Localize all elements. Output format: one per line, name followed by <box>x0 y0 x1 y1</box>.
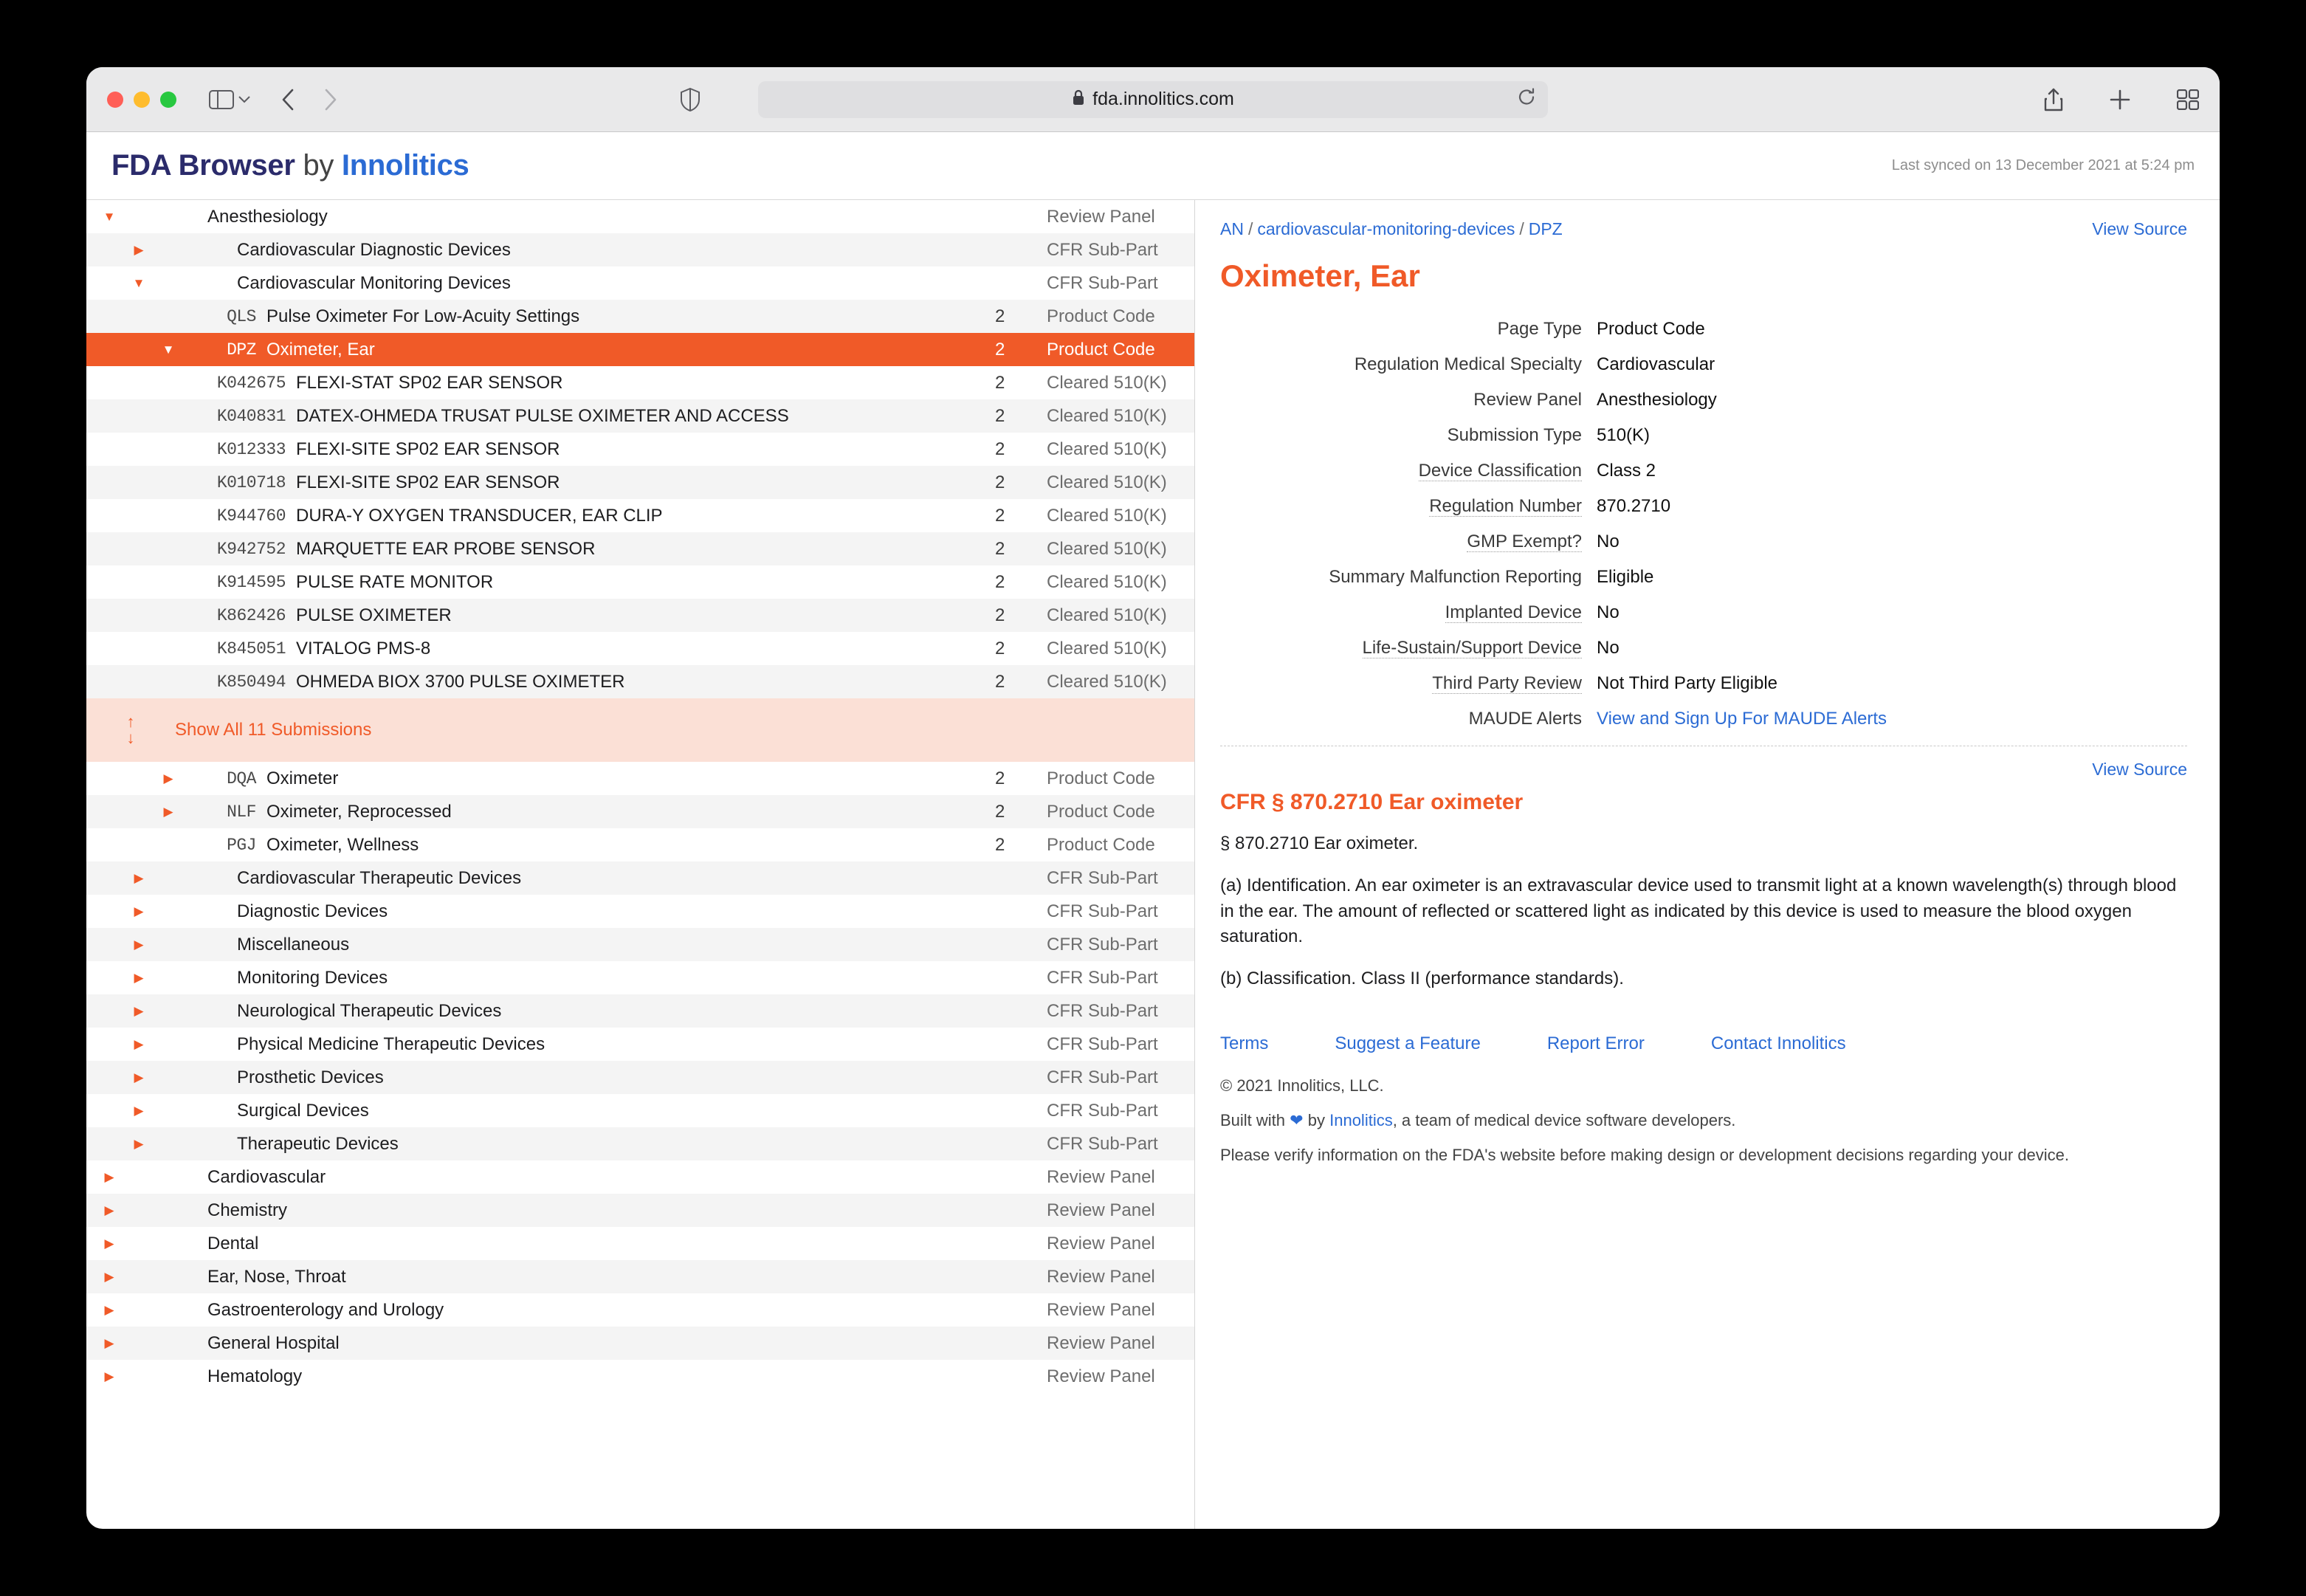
share-icon[interactable] <box>2044 88 2063 111</box>
disclosure-triangle-icon[interactable]: ▶ <box>134 242 144 257</box>
cfr-paragraph: (b) Classification. Class II (performance standards). <box>1220 969 1624 989</box>
disclosure-triangle-icon[interactable]: ▶ <box>104 1369 114 1383</box>
breadcrumb[interactable]: AN / cardiovascular-monitoring-devices / DPZ <box>1220 219 1563 238</box>
view-source-link-2[interactable]: View Source <box>2092 760 2187 779</box>
tree-row-code: K862426 <box>216 605 286 625</box>
show-all-submissions-button[interactable] <box>86 698 1194 762</box>
maximize-window-button[interactable] <box>160 92 176 108</box>
tree-row[interactable] <box>86 233 1194 266</box>
tree-row-class: 2 <box>995 834 1005 855</box>
tree-row-kind: CFR Sub-Part <box>1047 1067 1158 1087</box>
navigation-arrows[interactable] <box>281 89 337 111</box>
disclosure-triangle-icon[interactable]: ▼ <box>103 209 116 224</box>
tree-row[interactable] <box>86 762 1194 795</box>
tree-row[interactable] <box>86 961 1194 994</box>
tree-row-kind: CFR Sub-Part <box>1047 867 1158 888</box>
tree-row-name: Cardiovascular Diagnostic Devices <box>237 239 511 260</box>
property-value: Anesthesiology <box>1597 390 1717 410</box>
disclosure-triangle-icon[interactable]: ▶ <box>134 1036 144 1051</box>
sidebar-icon <box>209 90 234 109</box>
disclosure-triangle-icon[interactable]: ▶ <box>163 771 173 785</box>
tree-row-kind: CFR Sub-Part <box>1047 239 1158 260</box>
tree-row[interactable] <box>86 828 1194 861</box>
property-row <box>1220 319 2187 340</box>
tree-row[interactable] <box>86 928 1194 961</box>
tree-row-kind: Review Panel <box>1047 1266 1155 1287</box>
tree-row-name: Anesthesiology <box>207 206 328 227</box>
tree-row-name: Miscellaneous <box>237 934 350 954</box>
property-value: Eligible <box>1597 567 1654 587</box>
tree-row-kind: Product Code <box>1047 768 1155 788</box>
tree-row[interactable] <box>86 1194 1194 1227</box>
brand-company[interactable]: Innolitics <box>341 149 469 182</box>
tree-row[interactable] <box>86 466 1194 499</box>
tree-row-class: 2 <box>995 671 1005 692</box>
tree-row-kind: CFR Sub-Part <box>1047 901 1158 921</box>
tree-row-code: K914595 <box>216 572 286 592</box>
toolbar-right[interactable] <box>2044 88 2199 111</box>
property-row <box>1220 425 2187 446</box>
tree-row-name: Dental <box>207 1233 259 1253</box>
tree-row-class: 2 <box>995 538 1005 559</box>
disclosure-triangle-icon[interactable]: ▶ <box>134 1136 144 1151</box>
property-label: Submission Type <box>1447 425 1582 445</box>
disclosure-triangle-icon[interactable]: ▶ <box>104 1203 114 1217</box>
tree-row-name: PULSE OXIMETER <box>296 605 452 625</box>
disclosure-triangle-icon[interactable]: ▶ <box>134 1103 144 1118</box>
property-value: Class 2 <box>1597 461 1656 481</box>
page-header <box>86 132 2220 200</box>
tree-row-kind: CFR Sub-Part <box>1047 967 1158 988</box>
chevron-down-icon <box>238 96 250 103</box>
view-source-link[interactable]: View Source <box>2092 219 2187 238</box>
tree-row-kind: Review Panel <box>1047 1332 1155 1353</box>
tree-row-name: Hematology <box>207 1366 303 1386</box>
tree-row-name: Chemistry <box>207 1200 288 1220</box>
tree-row[interactable] <box>86 599 1194 632</box>
tree-row-name: Monitoring Devices <box>237 967 388 988</box>
copyright-text: © 2021 Innolitics, LLC. <box>1220 1076 1384 1095</box>
tree-row[interactable] <box>86 266 1194 300</box>
property-label: Review Panel <box>1473 390 1582 410</box>
property-value: Cardiovascular <box>1597 354 1715 374</box>
tree-row-name: Prosthetic Devices <box>237 1067 384 1087</box>
property-value[interactable]: View and Sign Up For MAUDE Alerts <box>1597 709 1887 729</box>
cfr-heading: CFR § 870.2710 Ear oximeter <box>1220 790 1524 814</box>
disclosure-triangle-icon[interactable]: ▶ <box>104 1302 114 1317</box>
property-label: Page Type <box>1497 319 1582 339</box>
property-label[interactable]: Regulation Number <box>1429 496 1582 516</box>
tree-row-code: K010718 <box>216 472 286 492</box>
property-value: Product Code <box>1597 319 1705 339</box>
tree-row-name: General Hospital <box>207 1332 340 1353</box>
tree-row[interactable] <box>86 1260 1194 1293</box>
property-row <box>1220 461 2187 481</box>
heart-icon: ❤ <box>1290 1110 1304 1129</box>
tree-row[interactable] <box>86 895 1194 928</box>
tree-row-code: DPZ <box>227 340 256 360</box>
property-value: 510(K) <box>1597 425 1651 445</box>
tree-row-name: Oximeter, Ear <box>266 339 375 360</box>
property-label: Regulation Medical Specialty <box>1354 354 1582 374</box>
forward-arrow-icon[interactable] <box>324 89 337 111</box>
property-list <box>1220 319 2187 729</box>
reload-icon[interactable] <box>1517 87 1536 111</box>
tab-overview-icon[interactable] <box>2177 89 2199 110</box>
disclosure-triangle-icon[interactable]: ▼ <box>162 342 175 357</box>
tree-row[interactable] <box>86 433 1194 466</box>
cfr-text <box>1220 831 2187 992</box>
tree-row-kind: Cleared 510(K) <box>1047 671 1167 692</box>
tree-row-kind: CFR Sub-Part <box>1047 1100 1158 1121</box>
show-all-submissions-label: Show All 11 Submissions <box>175 720 372 740</box>
tree-row-name: Gastroenterology and Urology <box>207 1299 444 1320</box>
tree-row-name: Oximeter, Wellness <box>266 834 419 855</box>
disclosure-triangle-icon[interactable]: ▶ <box>163 804 173 819</box>
built-with-post: , a team of medical device software developers. <box>1392 1110 1736 1129</box>
property-value: No <box>1597 602 1620 622</box>
tree-row[interactable] <box>86 200 1194 233</box>
detail-title: Oximeter, Ear <box>1220 258 1420 293</box>
footer-link[interactable]: Report Error <box>1546 1033 1645 1053</box>
tree-row[interactable] <box>86 1327 1194 1360</box>
tree-row[interactable] <box>86 499 1194 532</box>
device-tree[interactable] <box>86 200 1195 1529</box>
page-title <box>111 149 469 182</box>
tree-row-class: 2 <box>995 801 1005 822</box>
expand-arrows-icon: ↑ ↓ <box>126 712 135 747</box>
property-label[interactable]: Implanted Device <box>1445 602 1582 622</box>
tree-row-class: 2 <box>995 372 1005 393</box>
footer-link[interactable]: Terms <box>1220 1033 1269 1053</box>
tree-row-kind: Review Panel <box>1047 1299 1155 1320</box>
browser-titlebar <box>86 67 2220 132</box>
tree-row-name: OHMEDA BIOX 3700 PULSE OXIMETER <box>296 671 625 692</box>
minimize-window-button[interactable] <box>134 92 150 108</box>
tree-row-name: Cardiovascular Monitoring Devices <box>237 272 511 293</box>
tree-row-class: 2 <box>995 472 1005 492</box>
lock-icon <box>1072 89 1085 110</box>
disclosure-triangle-icon[interactable]: ▶ <box>134 1003 144 1018</box>
tree-row-kind: CFR Sub-Part <box>1047 1033 1158 1054</box>
address-bar-container[interactable] <box>758 81 1548 118</box>
property-row <box>1220 638 2187 658</box>
property-row <box>1220 602 2187 623</box>
disclosure-triangle-icon[interactable]: ▶ <box>104 1269 114 1284</box>
main-content <box>86 200 2220 1529</box>
property-value: 870.2710 <box>1597 496 1671 516</box>
back-arrow-icon[interactable] <box>281 89 295 111</box>
breadcrumb-item-1[interactable]: cardiovascular-monitoring-devices <box>1257 219 1515 238</box>
tree-row-code: K850494 <box>216 672 286 692</box>
tree-row-code: K012333 <box>216 439 286 459</box>
tree-row-name: Cardiovascular <box>207 1166 326 1187</box>
property-label[interactable]: Third Party Review <box>1432 673 1582 693</box>
tree-row[interactable] <box>86 1127 1194 1160</box>
tree-row[interactable] <box>86 1094 1194 1127</box>
tree-row[interactable] <box>86 565 1194 599</box>
tree-row-kind: CFR Sub-Part <box>1047 1133 1158 1154</box>
tree-row-kind: Cleared 510(K) <box>1047 405 1167 426</box>
tree-row[interactable] <box>86 532 1194 565</box>
tree-row-class: 2 <box>995 505 1005 526</box>
tree-row-name: Diagnostic Devices <box>237 901 388 921</box>
property-label[interactable]: GMP Exempt? <box>1467 532 1582 551</box>
tree-row[interactable] <box>86 1028 1194 1061</box>
tree-row[interactable] <box>86 632 1194 665</box>
address-bar-url: fda.innolitics.com <box>1092 89 1234 109</box>
built-with-by: by <box>1307 1110 1325 1129</box>
disclaimer-text: Please verify information on the FDA's website before making design or development decisions regarding your device. <box>1220 1145 2070 1164</box>
breadcrumb-item-2[interactable]: DPZ <box>1528 219 1563 238</box>
cfr-paragraph: (a) Identification. An ear oximeter is an extravascular device used to transmit light at a known wavelength(s) through blood in the ear. The amount of reflected or scattered light as indicated by this device is used to measure the blood oxygen saturation. <box>1220 875 2177 947</box>
tree-row[interactable] <box>86 1360 1194 1393</box>
tree-row-name: Oximeter, Reprocessed <box>266 801 452 822</box>
tree-row-kind: Product Code <box>1047 834 1155 855</box>
tree-row-name: Oximeter <box>266 768 339 788</box>
built-with-company-link[interactable]: Innolitics <box>1329 1110 1393 1129</box>
tree-row[interactable] <box>86 300 1194 333</box>
tree-row-class: 2 <box>995 571 1005 592</box>
tree-row[interactable] <box>86 665 1194 698</box>
footer-links[interactable] <box>1220 1033 2187 1054</box>
sidebar-toggle-button[interactable] <box>209 90 250 109</box>
tree-row-name: MARQUETTE EAR PROBE SENSOR <box>296 538 596 559</box>
privacy-shield-icon[interactable] <box>681 88 700 111</box>
built-with-pre: Built with <box>1220 1110 1286 1129</box>
cfr-paragraph: § 870.2710 Ear oximeter. <box>1220 833 1419 853</box>
breadcrumb-row <box>1220 219 2187 239</box>
tree-row-kind: Review Panel <box>1047 1233 1155 1253</box>
breadcrumb-item-0[interactable]: AN <box>1220 219 1244 238</box>
built-with-text <box>1220 1108 2187 1132</box>
tree-row[interactable] <box>86 795 1194 828</box>
tree-row-name: PULSE RATE MONITOR <box>296 571 494 592</box>
tree-row-code: K942752 <box>216 539 286 559</box>
tree-row-kind: CFR Sub-Part <box>1047 934 1158 954</box>
tree-row-kind: Review Panel <box>1047 1366 1155 1386</box>
cfr-source-row <box>1220 760 2187 780</box>
brand-name: FDA Browser <box>111 149 295 182</box>
tree-row-kind: Cleared 510(K) <box>1047 472 1167 492</box>
tree-row-name: FLEXI-SITE SP02 EAR SENSOR <box>296 472 560 492</box>
property-label[interactable]: Device Classification <box>1418 461 1582 481</box>
tree-row-kind: Cleared 510(K) <box>1047 505 1167 526</box>
tree-row-name: Cardiovascular Therapeutic Devices <box>237 867 522 888</box>
tree-row-name: Physical Medicine Therapeutic Devices <box>237 1033 545 1054</box>
property-value: No <box>1597 638 1620 658</box>
tree-row-kind: Review Panel <box>1047 206 1155 227</box>
disclosure-triangle-icon[interactable]: ▼ <box>132 275 145 290</box>
tree-row[interactable] <box>86 1160 1194 1194</box>
property-row <box>1220 567 2187 588</box>
tree-row-kind: Cleared 510(K) <box>1047 438 1167 459</box>
disclosure-triangle-icon[interactable]: ▶ <box>134 937 144 952</box>
tree-row-kind: Cleared 510(K) <box>1047 372 1167 393</box>
disclosure-triangle-icon[interactable]: ▶ <box>134 970 144 985</box>
tree-row-name: Neurological Therapeutic Devices <box>237 1000 502 1021</box>
tree-row-class: 2 <box>995 438 1005 459</box>
tree-row-name: Surgical Devices <box>237 1100 369 1121</box>
tree-row-class: 2 <box>995 306 1005 326</box>
tree-row-name: Therapeutic Devices <box>237 1133 399 1154</box>
property-row <box>1220 496 2187 517</box>
tree-row[interactable] <box>86 366 1194 399</box>
tree-row-code: K944760 <box>216 506 286 526</box>
tree-row-kind: Review Panel <box>1047 1200 1155 1220</box>
tree-row-code: PGJ <box>227 835 256 855</box>
property-row <box>1220 390 2187 410</box>
footer-link[interactable]: Suggest a Feature <box>1335 1033 1481 1053</box>
disclosure-triangle-icon[interactable]: ▶ <box>134 1070 144 1084</box>
browser-window <box>86 67 2220 1529</box>
tree-row[interactable] <box>86 1293 1194 1327</box>
tree-row[interactable] <box>86 861 1194 895</box>
brand-by: by <box>303 149 334 182</box>
close-window-button[interactable] <box>107 92 123 108</box>
tree-row-kind: Cleared 510(K) <box>1047 571 1167 592</box>
tree-row-class: 2 <box>995 605 1005 625</box>
tree-row-kind: Product Code <box>1047 306 1155 326</box>
property-value: Not Third Party Eligible <box>1597 673 1777 693</box>
tree-row-class: 2 <box>995 405 1005 426</box>
tree-row-code: DQA <box>227 768 256 788</box>
tree-row-kind: Product Code <box>1047 801 1155 822</box>
tree-row-code: QLS <box>227 306 256 326</box>
tree-row[interactable] <box>86 399 1194 433</box>
disclosure-triangle-icon[interactable]: ▶ <box>134 870 144 885</box>
tree-row-name: Ear, Nose, Throat <box>207 1266 346 1287</box>
property-row <box>1220 673 2187 694</box>
tree-row-code: NLF <box>227 802 256 822</box>
tree-row[interactable] <box>86 994 1194 1028</box>
plus-icon[interactable] <box>2109 89 2131 111</box>
tree-row-kind: Cleared 510(K) <box>1047 538 1167 559</box>
tree-row-class: 2 <box>995 638 1005 658</box>
detail-pane <box>1195 200 2220 1529</box>
tree-row-kind: Product Code <box>1047 339 1155 360</box>
tree-row-class: 2 <box>995 768 1005 788</box>
tree-row-kind: Review Panel <box>1047 1166 1155 1187</box>
tree-row-kind: CFR Sub-Part <box>1047 1000 1158 1021</box>
tree-row-code: K040831 <box>216 406 286 426</box>
disclosure-triangle-icon[interactable]: ▶ <box>134 904 144 918</box>
last-synced-label: Last synced on 13 December 2021 at 5:24 pm <box>1891 157 2195 173</box>
footer-link[interactable]: Contact Innolitics <box>1710 1033 1846 1053</box>
property-value: No <box>1597 532 1620 551</box>
tree-row[interactable] <box>86 1061 1194 1094</box>
property-label: MAUDE Alerts <box>1468 709 1582 729</box>
tree-row-code: K042675 <box>216 373 286 393</box>
property-row <box>1220 532 2187 552</box>
tree-row-name: FLEXI-SITE SP02 EAR SENSOR <box>296 438 560 459</box>
tree-row-code: K845051 <box>216 639 286 658</box>
tree-row-name: VITALOG PMS-8 <box>296 638 431 658</box>
disclosure-triangle-icon[interactable]: ▶ <box>104 1236 114 1251</box>
window-controls[interactable] <box>107 92 176 108</box>
tree-row-kind: Cleared 510(K) <box>1047 605 1167 625</box>
property-label[interactable]: Life-Sustain/Support Device <box>1362 638 1582 658</box>
tree-row-name: Pulse Oximeter For Low-Acuity Settings <box>266 306 580 326</box>
tree-row[interactable] <box>86 333 1194 366</box>
property-row <box>1220 354 2187 375</box>
tree-row-name: DURA-Y OXYGEN TRANSDUCER, EAR CLIP <box>296 505 663 526</box>
tree-row-kind: CFR Sub-Part <box>1047 272 1158 293</box>
tree-row-kind: Cleared 510(K) <box>1047 638 1167 658</box>
disclosure-triangle-icon[interactable]: ▶ <box>104 1169 114 1184</box>
disclosure-triangle-icon[interactable]: ▶ <box>104 1335 114 1350</box>
tree-row-name: DATEX-OHMEDA TRUSAT PULSE OXIMETER AND ACCESS <box>296 405 789 426</box>
property-label: Summary Malfunction Reporting <box>1329 567 1582 587</box>
property-row <box>1220 709 2187 729</box>
address-bar[interactable] <box>758 81 1548 118</box>
tree-row[interactable] <box>86 1227 1194 1260</box>
tree-row-class: 2 <box>995 339 1005 360</box>
tree-row-name: FLEXI-STAT SP02 EAR SENSOR <box>296 372 563 393</box>
